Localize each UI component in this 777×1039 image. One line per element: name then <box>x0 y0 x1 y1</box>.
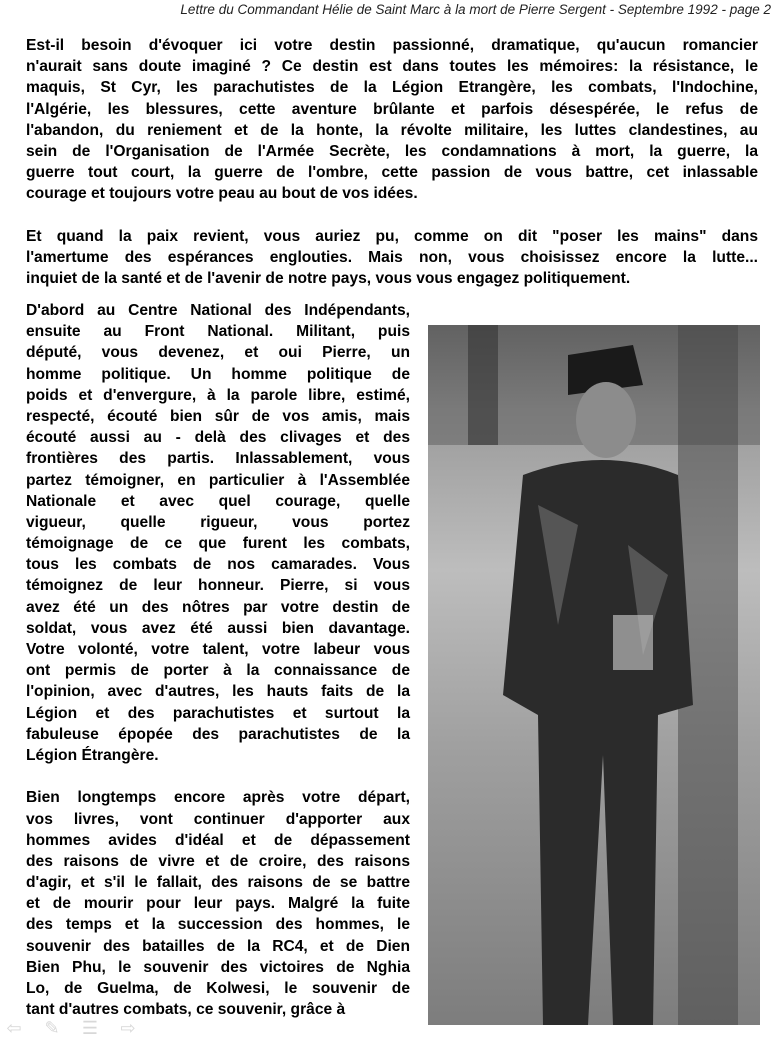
text-line: d'agir, et s'il le fallait, des raisons de se battre <box>26 874 410 892</box>
text-line: D'abord au Centre National des Indépendants, <box>26 302 410 319</box>
text-line: Bien Phu, le souvenir des victoires de Nghia <box>26 958 410 976</box>
text-line: courage et toujours votre peau au bout de vos idées. <box>26 185 418 203</box>
photo-pierre-sergent <box>428 325 760 1025</box>
text-line: témoignez de leur honneur. Pierre, si vous <box>26 577 410 595</box>
text-line: Bien longtemps encore après votre départ, <box>26 789 410 807</box>
menu-icon[interactable]: ☰ <box>81 1018 99 1038</box>
intro-text <box>26 35 758 289</box>
next-arrow-icon[interactable]: ⇨ <box>120 1018 136 1038</box>
text-line: sein de l'Organisation de l'Armée Secrète, les condamnations à mort, la guerre, la <box>26 142 758 160</box>
text-line: vos livres, vont continuer d'apporter aux <box>26 810 410 828</box>
text-line: respecté, écouté bien sûr de vos amis, mais <box>26 407 410 425</box>
text-line: Légion Étrangère. <box>26 746 159 764</box>
text-line: vigueur, quelle rigueur, vous portez <box>26 513 410 531</box>
text-line: écouté aussi au - delà des clivages et des <box>26 429 410 447</box>
text-line: frontières des partis. Inlassablement, vous <box>26 450 410 468</box>
slide-navigation <box>4 1018 138 1039</box>
text-line: l'amertume des espérances englouties. Mais non, vous choisissez encore la lutte... <box>26 248 758 266</box>
pen-icon[interactable]: ✎ <box>44 1018 60 1038</box>
text-line: avez été un des nôtres par votre destin de <box>26 598 410 616</box>
text-line: député, vous devenez, et oui Pierre, un <box>26 344 410 362</box>
paragraph-gap <box>26 205 758 226</box>
text-line: Légion et des parachutistes et surtout la <box>26 704 410 722</box>
paragraph-gap <box>26 766 410 787</box>
text-line: souvenir des batailles de la RC4, et de Dien <box>26 937 410 955</box>
page-header: Lettre du Commandant Hélie de Saint Marc à la mort de Pierre Sergent - Septembre 1992 - page 2 <box>180 2 771 17</box>
text-line: ensuite au Front National. Militant, puis <box>26 323 410 341</box>
text-line: l'Algérie, les blessures, cette aventure brûlante et parfois désespérée, le refus de <box>26 100 758 118</box>
text-line: tous les combats de nos camarades. Vous <box>26 556 410 574</box>
text-line: des raisons de vivre et de croire, des raisons <box>26 852 410 870</box>
text-line: témoignage de ce que furent les combats, <box>26 535 410 553</box>
text-line: partez témoigner, en particulier à l'Assemblée <box>26 471 410 489</box>
text-line: soldat, vous avez été aussi bien davantage. <box>26 619 410 637</box>
text-line: inquiet de la santé et de l'avenir de notre pays, vous vous engagez politiquement. <box>26 270 631 288</box>
text-line: n'aurait sans doute imaginé ? Ce destin est dans toutes les mémoires: la résistance, le <box>26 58 758 76</box>
text-line: Est-il besoin d'évoquer ici votre destin passionné, dramatique, qu'aucun romancier <box>26 37 758 54</box>
text-line: Nationale et avec quel courage, quelle <box>26 492 410 510</box>
text-line: ont permis de porter à la connaissance de <box>26 662 410 680</box>
photo-soldier-figure <box>428 325 760 1025</box>
text-line: Lo, de Guelma, de Kolwesi, le souvenir de <box>26 980 410 997</box>
text-line: des temps et la succession des hommes, le <box>26 916 410 934</box>
text-line: et de mourir pour leur pays. Malgré la fuite <box>26 895 410 913</box>
text-line: l'opinion, avec d'autres, les hauts faits de la <box>26 683 410 701</box>
text-line: tant d'autres combats, ce souvenir, grâce à <box>26 1001 346 1019</box>
text-line: Votre volonté, votre talent, votre labeur vous <box>26 641 410 658</box>
text-line: guerre tout court, la guerre de l'ombre, cette passion de vous battre, cet inlassable <box>26 164 758 182</box>
text-line: l'abandon, du reniement et de la honte, la révolte militaire, les luttes clandestines, au <box>26 121 758 139</box>
left-column-text <box>26 300 410 1020</box>
text-line: fabuleuse épopée des parachutistes de la <box>26 725 410 743</box>
text-line: poids et d'envergure, à la parole libre, estimé, <box>26 386 410 404</box>
previous-arrow-icon[interactable]: ⇦ <box>6 1018 22 1038</box>
text-line: maquis, St Cyr, les parachutistes de la Légion Etrangère, les combats, l'Indochine, <box>26 79 758 97</box>
text-line: homme politique. Un homme politique de <box>26 365 410 383</box>
text-line: hommes avides d'idéal et de dépassement <box>26 831 410 849</box>
text-line: Et quand la paix revient, vous auriez pu, comme on dit "poser les mains" dans <box>26 227 758 245</box>
